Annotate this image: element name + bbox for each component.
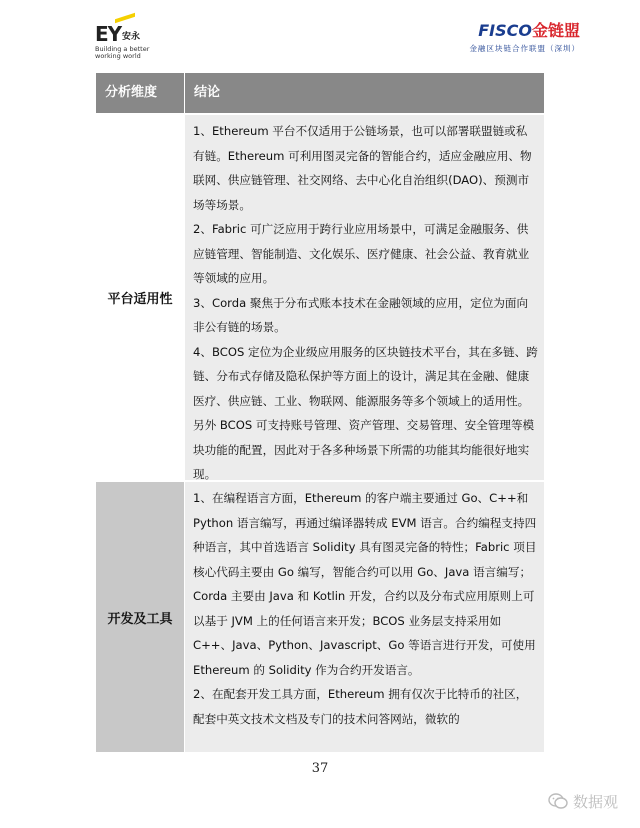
fisco-subtitle: 金融区块链合作联盟（深圳） [469, 44, 580, 53]
conclusion-paragraph: 1、在编程语言方面，Ethereum 的客户端主要通过 Go、C++和 Python 语言编写，再通过编译器转成 EVM 语言。合约编程支持四种语言，其中首选语言 Solidity 具有图灵完备的特性；Fabric 项目核心代码主要由 Go 编写，智能合约可以用 Go、Java 语言编写；Corda 主要由 Java 和 Kotlin 开发，合约以及分布式应用原则上可以基于 JVM 上的任何语言来开发；BCOS 业务层支持采用如 C++、Java、Python、Javascript、Go 等语言进行开发，可使用 Ethereum 的 Solidity 作为合约开发语言。 [193, 491, 537, 677]
watermark [548, 791, 618, 812]
conclusion-paragraph: 1、Ethereum 平台不仅适用于公链场景，也可以部署联盟链或私有链。Ethereum 可利用图灵完备的智能合约，适应金融应用、物联网、供应链管理、社交网络、去中心化自治组织(DAO)、预测市场等场景。 [193, 124, 532, 212]
page-number: 37 [311, 761, 329, 776]
ey-tagline: Building a better working world [95, 45, 150, 60]
table-header-row [96, 73, 544, 113]
analysis-table [96, 73, 544, 752]
table-header-conclusion: 结论 [194, 85, 221, 100]
conclusion-paragraph: 2、Fabric 可广泛应用于跨行业应用场景中，可满足金融服务、供应链管理、智能制造、文化娱乐、医疗健康、社会公益、教育就业等领域的应用。 [193, 222, 530, 285]
conclusion-paragraph: 2、在配套开发工具方面，Ethereum 拥有仅次于比特币的社区，配套中英文技术文档及专门的技术问答网站，微软的 [193, 687, 528, 726]
conclusion-paragraph: 4、BCOS 定位为企业级应用服务的区块链技术平台，其在多链、跨链、分布式存储及隐私保护等方面上的设计，满足其在金融、健康医疗、供应链、工业、物联网、能源服务等多个领域上的适用性。另外 BCOS 可支持账号管理、资产管理、交易管理、安全管理等模块功能的配置，因此对于各多种场景下所需的功能其均能很好地实现。 [193, 344, 538, 481]
conclusion-paragraph: 3、Corda 聚焦于分布式账本技术在金融领域的应用，定位为面向非公有链的场景。 [193, 295, 529, 334]
fisco-logo [440, 18, 580, 54]
wechat-icon [548, 793, 568, 810]
dimension-cell: 平台适用性 [96, 115, 185, 480]
ey-logo-cn: 安永 [122, 32, 141, 42]
fisco-logo-name [440, 18, 580, 41]
watermark-text: 数据观 [572, 793, 618, 811]
dimension-cell: 开发及工具 [96, 482, 185, 752]
table-row [96, 113, 544, 480]
table-row [96, 480, 544, 752]
conclusion-cell [185, 482, 544, 752]
fisco-logo-cn: 金链盟 [531, 21, 580, 40]
conclusion-cell [185, 115, 544, 480]
ey-logo [95, 16, 185, 66]
fisco-logo-latin: FISCO [478, 21, 532, 40]
table-header-dimension: 分析维度 [96, 73, 185, 113]
ey-logo-text: EY [95, 22, 122, 46]
